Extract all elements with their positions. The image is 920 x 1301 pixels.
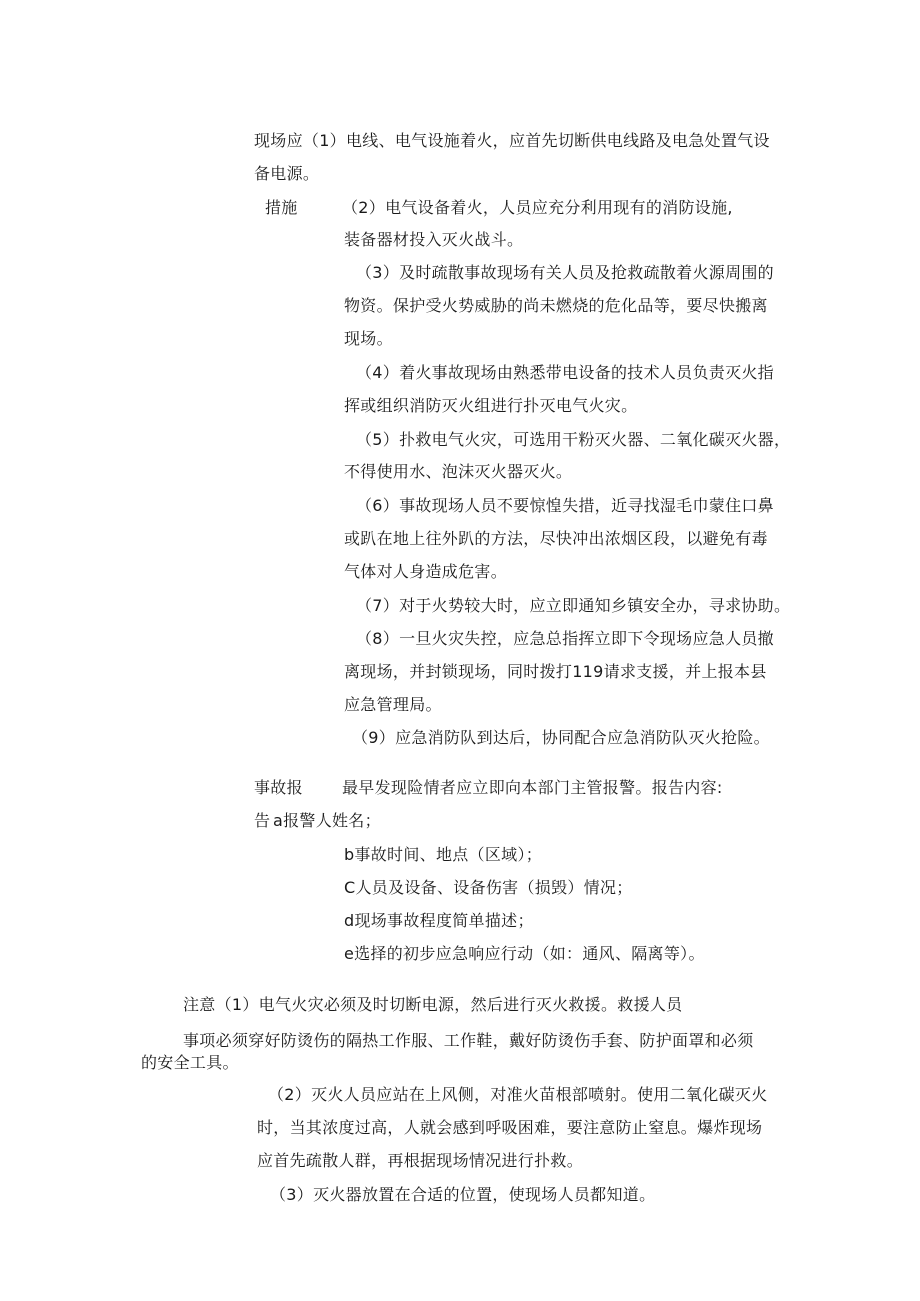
notes-line2: 事项必须穿好防烫伤的隔热工作服、工作鞋，戴好防烫伤手套、防护面罩和必须 bbox=[183, 1031, 754, 1050]
measure-item-5-line2: 不得使用水、泡沫灭火器灭火。 bbox=[344, 462, 573, 481]
measure-item-4-line1: （4）着火事故现场由熟悉带电设备的技术人员负责灭火指 bbox=[356, 363, 774, 382]
report-item-a: a报警人姓名； bbox=[273, 811, 381, 830]
report-item-c: C人员及设备、设备伤害（损毁）情况； bbox=[344, 878, 633, 897]
measure-item-2-line1: （2）电气设备着火，人员应充分利用现有的消防设施, bbox=[342, 198, 733, 217]
measure-item-8-line2: 离现场，并封锁现场，同时拨打119请求支援，并上报本县 bbox=[344, 662, 767, 681]
report-label-line2: 告 bbox=[254, 811, 271, 830]
measure-item-3-line3: 现场。 bbox=[344, 329, 393, 348]
report-text: 最早发现险情者应立即向本部门主管报警。报告内容: bbox=[342, 778, 723, 797]
measures-intro-line2: 备电源。 bbox=[254, 164, 320, 183]
report-item-d: d现场事故程度简单描述； bbox=[344, 911, 534, 930]
measure-item-6-line3: 气体对人身造成危害。 bbox=[344, 562, 508, 581]
measure-item-7-line1: （7）对于火势较大时，应立即通知乡镇安全办，寻求协助。 bbox=[356, 596, 791, 615]
measure-item-9-line1: （9）应急消防队到达后，协同配合应急消防队灭火抢险。 bbox=[352, 728, 770, 747]
measures-intro-line1: 现场应（1）电线、电气设施着火，应首先切断供电线路及电急处置气设 bbox=[254, 131, 770, 150]
report-item-b: b事故时间、地点（区域）； bbox=[344, 845, 543, 864]
notes-line1: 注意（1）电气火灾必须及时切断电源，然后进行灭火救援。救援人员 bbox=[183, 995, 683, 1014]
measure-item-3-line1: （3）及时疏散事故现场有关人员及抢救疏散着火源周围的 bbox=[356, 263, 774, 282]
notes-item-3: （3）灭火器放置在合适的位置，使现场人员都知道。 bbox=[270, 1185, 656, 1204]
measure-item-6-line2: 或趴在地上往外趴的方法，尽快冲出浓烟区段，以避免有毒 bbox=[344, 529, 768, 548]
measure-item-8-line3: 应急管理局。 bbox=[344, 695, 442, 714]
measure-item-6-line1: （6）事故现场人员不要惊惶失措，近寻找湿毛巾蒙住口鼻 bbox=[356, 496, 774, 515]
measure-item-4-line2: 挥或组织消防灭火组进行扑灭电气火灾。 bbox=[344, 396, 638, 415]
measures-label: 措施 bbox=[265, 198, 298, 217]
notes-line3: 的安全工具。 bbox=[141, 1053, 239, 1072]
measure-item-8-line1: （8）一旦火灾失控，应急总指挥立即下令现场应急人员撤 bbox=[356, 629, 774, 648]
measure-item-5-line1: （5）扑救电气火灾，可选用干粉灭火器、二氧化碳灭火器， bbox=[356, 430, 791, 449]
notes-item-2-line2: 时，当其浓度过高，人就会感到呼吸困难，要注意防止窒息。爆炸现场 bbox=[257, 1118, 763, 1137]
measure-item-2-line2: 装备器材投入灭火战斗。 bbox=[344, 230, 524, 249]
notes-item-2-line3: 应首先疏散人群，再根据现场情况进行扑救。 bbox=[257, 1151, 584, 1170]
report-item-e: e选择的初步应急响应行动（如：通风、隔离等）。 bbox=[344, 944, 705, 963]
measure-item-3-line2: 物资。保护受火势威胁的尚未燃烧的危化品等，要尽快搬离 bbox=[344, 296, 768, 315]
report-label-line1: 事故报 bbox=[254, 778, 303, 797]
notes-item-2-line1: （2）灭火人员应站在上风侧，对准火苗根部喷射。使用二氧化碳灭火 bbox=[268, 1085, 768, 1104]
